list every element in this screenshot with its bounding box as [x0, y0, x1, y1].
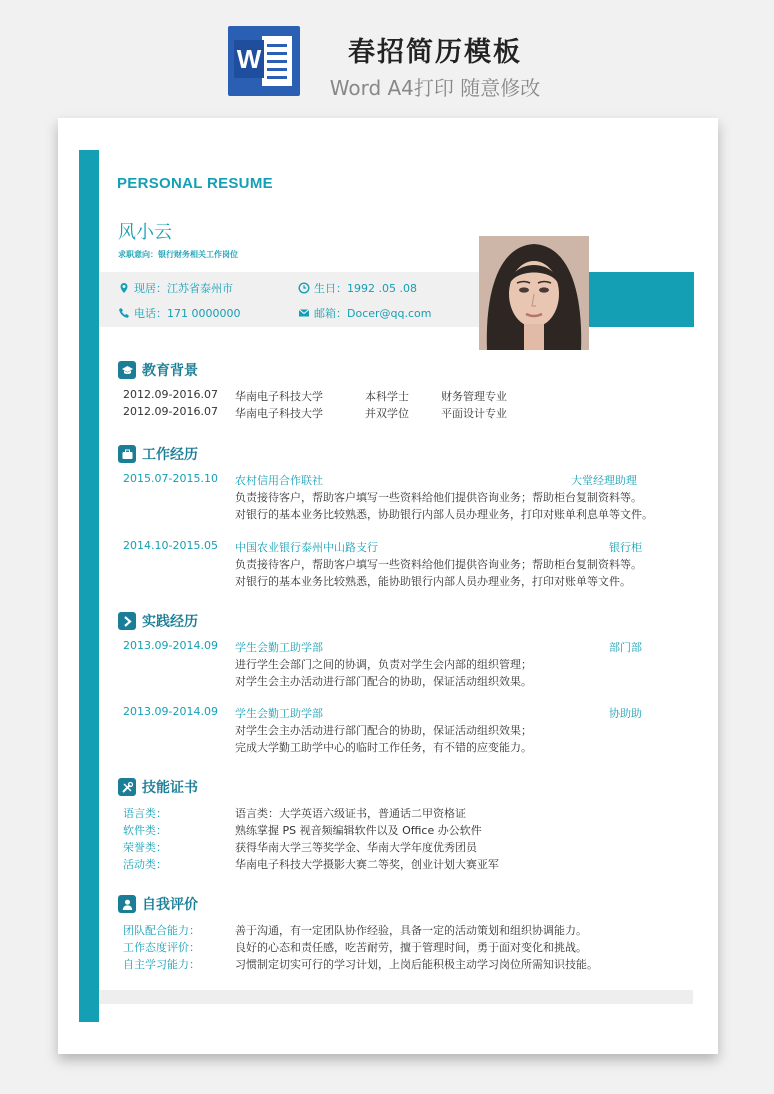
document-lines-icon	[262, 36, 292, 86]
profile-photo	[479, 236, 589, 350]
edu-major: 财务管理专业	[441, 390, 507, 403]
section-work-title	[118, 444, 198, 464]
work-role: 大堂经理助理	[571, 474, 637, 487]
work-date: 2014.10-2015.05	[123, 539, 218, 552]
work-org: 中国农业银行泰州中山路支行	[235, 541, 378, 554]
word-icon	[228, 26, 300, 96]
job-intent: 求职意向：银行财务相关工作岗位	[118, 250, 238, 259]
practice-desc: 对学生会主办活动进行部门配合的协助，保证活动组织效果；	[235, 724, 532, 737]
info-location	[118, 280, 233, 296]
section-education-title	[118, 360, 198, 380]
edu-degree: 本科学士	[365, 390, 409, 403]
info-phone	[118, 305, 240, 321]
skill-value: 语言类：大学英语六级证书，普通话二甲资格证	[235, 807, 466, 820]
edu-school: 华南电子科技大学	[235, 407, 323, 420]
section-work-label: 工作经历	[142, 447, 198, 463]
section-skills-label: 技能证书	[142, 780, 198, 796]
eval-value: 善于沟通，有一定团队协作经验，具备一定的活动策划和组织协调能力。	[235, 924, 587, 937]
edu-date: 2012.09-2016.07	[123, 388, 218, 401]
skill-label: 软件类：	[123, 824, 167, 837]
skill-value: 获得华南大学三等奖学金、华南大学年度优秀团员	[235, 841, 477, 854]
section-practice-label: 实践经历	[142, 614, 198, 630]
eval-label: 团队配合能力：	[123, 924, 200, 937]
tools-icon	[118, 778, 136, 796]
practice-desc: 对学生会主办活动进行部门配合的协助，保证活动组织效果。	[235, 675, 532, 688]
work-desc: 负责接待客户，帮助客户填写一些资料给他们提供咨询业务；帮助柜台复制资料等。	[235, 491, 642, 504]
skill-label: 活动类：	[123, 858, 167, 871]
eval-label: 自主学习能力：	[123, 958, 200, 971]
work-desc: 对银行的基本业务比较熟悉，协助银行内部人员办理业务，打印对账单利息单等文件。	[235, 508, 653, 521]
practice-org: 学生会勤工助学部	[235, 707, 323, 720]
skill-label: 荣誉类：	[123, 841, 167, 854]
left-accent-bar	[79, 150, 99, 1022]
eval-label: 工作态度评价：	[123, 941, 200, 954]
practice-date: 2013.09-2014.09	[123, 639, 218, 652]
work-date: 2015.07-2015.10	[123, 472, 218, 485]
practice-date: 2013.09-2014.09	[123, 705, 218, 718]
resume-heading: PERSONAL RESUME	[117, 175, 273, 192]
page-header	[0, 0, 774, 112]
eval-value: 良好的心态和责任感，吃苦耐劳，擅于管理时间，勇于面对变化和挑战。	[235, 941, 587, 954]
skill-label: 语言类：	[123, 807, 167, 820]
candidate-name: 风小云	[118, 222, 172, 243]
practice-role: 部门部	[609, 641, 642, 654]
practice-desc: 进行学生会部门之间的协调，负责对学生会内部的组织管理；	[235, 658, 532, 671]
phone-text: 电话：171 0000000	[134, 307, 241, 320]
edu-school: 华南电子科技大学	[235, 390, 323, 403]
work-desc: 对银行的基本业务比较熟悉，能协助银行内部人员办理业务，打印对账单等文件。	[235, 575, 631, 588]
clock-icon	[298, 282, 310, 294]
location-pin-icon	[118, 282, 130, 294]
work-role: 银行柜	[609, 541, 642, 554]
page-subtitle: Word A4打印 随意修改	[329, 76, 541, 100]
section-self-eval-title	[118, 894, 198, 914]
mail-icon	[298, 307, 310, 319]
user-icon	[118, 895, 136, 913]
chevron-right-icon	[118, 612, 136, 630]
practice-desc: 完成大学勤工助学中心的临时工作任务，有不错的应变能力。	[235, 741, 532, 754]
location-text: 现居：江苏省泰州市	[134, 282, 233, 295]
edu-degree: 并双学位	[365, 407, 409, 420]
section-self-eval-label: 自我评价	[142, 897, 198, 913]
page-title: 春招简历模板	[348, 37, 522, 68]
info-accent-block	[588, 272, 694, 327]
email-text: 邮箱：Docer@qq.com	[314, 307, 432, 320]
section-skills-title	[118, 777, 198, 797]
section-education-label: 教育背景	[142, 363, 198, 379]
graduation-cap-icon	[118, 361, 136, 379]
eval-value: 习惯制定切实可行的学习计划，上岗后能积极主动学习岗位所需知识技能。	[235, 958, 598, 971]
skill-value: 华南电子科技大学摄影大赛二等奖，创业计划大赛亚军	[235, 858, 499, 871]
edu-date: 2012.09-2016.07	[123, 405, 218, 418]
resume-paper	[58, 118, 718, 1054]
info-birthday	[298, 280, 417, 296]
work-org: 农村信用合作联社	[235, 474, 323, 487]
work-desc: 负责接待客户，帮助客户填写一些资料给他们提供咨询业务；帮助柜台复制资料等。	[235, 558, 642, 571]
practice-org: 学生会勤工助学部	[235, 641, 323, 654]
briefcase-icon	[118, 445, 136, 463]
info-email	[298, 305, 432, 321]
edu-major: 平面设计专业	[441, 407, 507, 420]
word-letter: W	[234, 40, 264, 78]
section-practice-title	[118, 611, 198, 631]
info-bar	[99, 272, 479, 327]
phone-icon	[118, 307, 130, 319]
bottom-bar	[99, 990, 693, 1004]
birthday-text: 生日：1992 .05 .08	[314, 282, 417, 295]
practice-role: 协助助	[609, 707, 642, 720]
skill-value: 熟练掌握 PS 视音频编辑软件以及 Office 办公软件	[235, 824, 482, 837]
